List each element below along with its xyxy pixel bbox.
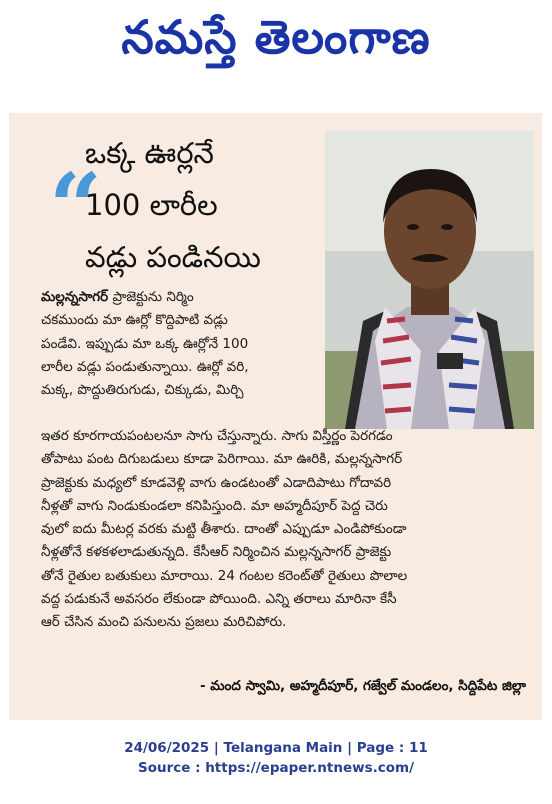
article-row: వద్ద పడుకునే అవసరం లేకుండా పోయింది. ఎన్ని తరాలు మారినా కేసీ [41, 591, 397, 608]
article-lead: మల్లన్నసాగర్ [41, 289, 109, 305]
article-row: నీళ్లతో వాగు నిండుకుండలా కనిపిస్తుంది. మా అహ్మదీపూర్ పెద్ద చెరు [41, 497, 388, 514]
portrait-photo [325, 131, 534, 429]
edition-info: 24/06/2025 | Telangana Main | Page : 11 [124, 740, 428, 756]
article-row: ఆర్ చేసిన మంచి పనులను ప్రజలు మరిచిపోరు. [41, 614, 287, 631]
headline-line-1: ఒక్క ఊర్లనే [85, 136, 214, 170]
article-row: ప్రాజెక్టుకు మధ్యలో కూడవెళ్లి వాగు ఉండటంతో ఎడాదిపాటు గోదావరి [41, 474, 392, 491]
portrait-photo-drawing [325, 131, 534, 429]
article-row: తోపాటు పంట దిగుబడులు కూడా పెరిగాయి. మా ఊరికి, మల్లన్నసాగర్ [41, 451, 403, 468]
article-row: పండేవి. ఇప్పుడు మా ఒక్క ఊర్లోనే 100 [41, 335, 249, 352]
masthead [0, 0, 552, 86]
article-body-full [41, 425, 528, 635]
article-row: వులో ఐదు మీటర్ల వరకు మట్టి తీశారు. దాంతో ఎప్పుడూ ఎండిపోకుండా [41, 521, 407, 538]
article-row: తోనే రైతుల బతుకులు మారాయి. 24 గంటల కరెంట్‌తో రైతులు పొలాల [41, 567, 408, 584]
source-link[interactable]: Source : https://epaper.ntnews.com/ [137, 760, 415, 776]
masthead-title: నమస్తే తెలంగాణ [121, 10, 431, 64]
article-row: చకముందు మా ఊర్లో కొద్దిపాటి వడ్లు [41, 312, 228, 329]
article-row [41, 286, 337, 309]
article-row-text: ప్రాజెక్టును నిర్మిం [112, 289, 194, 305]
article-row: నీళ్లతోనే కళకళలాడుతున్నది. కేసీఆర్ నిర్మించిన మల్లన్నసాగర్ ప్రాజెక్టు [41, 544, 392, 561]
article-byline: - మంద స్వామి, అహ్మదీపూర్, గజ్వేల్ మండలం, సిద్దిపేట జిల్లా [199, 678, 526, 694]
page-footer [0, 738, 552, 778]
quote-mark-icon: “ [49, 153, 102, 261]
headline [9, 121, 331, 296]
article-body-top [41, 286, 337, 402]
headline-line-3: వడ్లు పండినయి [85, 240, 261, 274]
article-row: ఇతర కూరగాయపంటలనూ సాగు చేస్తున్నారు. సాగు విస్తీర్ణం పెరగడం [41, 428, 393, 444]
headline-line-2: 100 లారీల [85, 188, 218, 222]
article-row: మక్క, పొద్దుతిరుగుడు, చిక్కుడు, మిర్చి [41, 382, 244, 399]
article-row: లారీల వడ్లు పండుతున్నాయి. ఊర్లో వరి, [41, 358, 249, 375]
article-clip [9, 113, 542, 720]
